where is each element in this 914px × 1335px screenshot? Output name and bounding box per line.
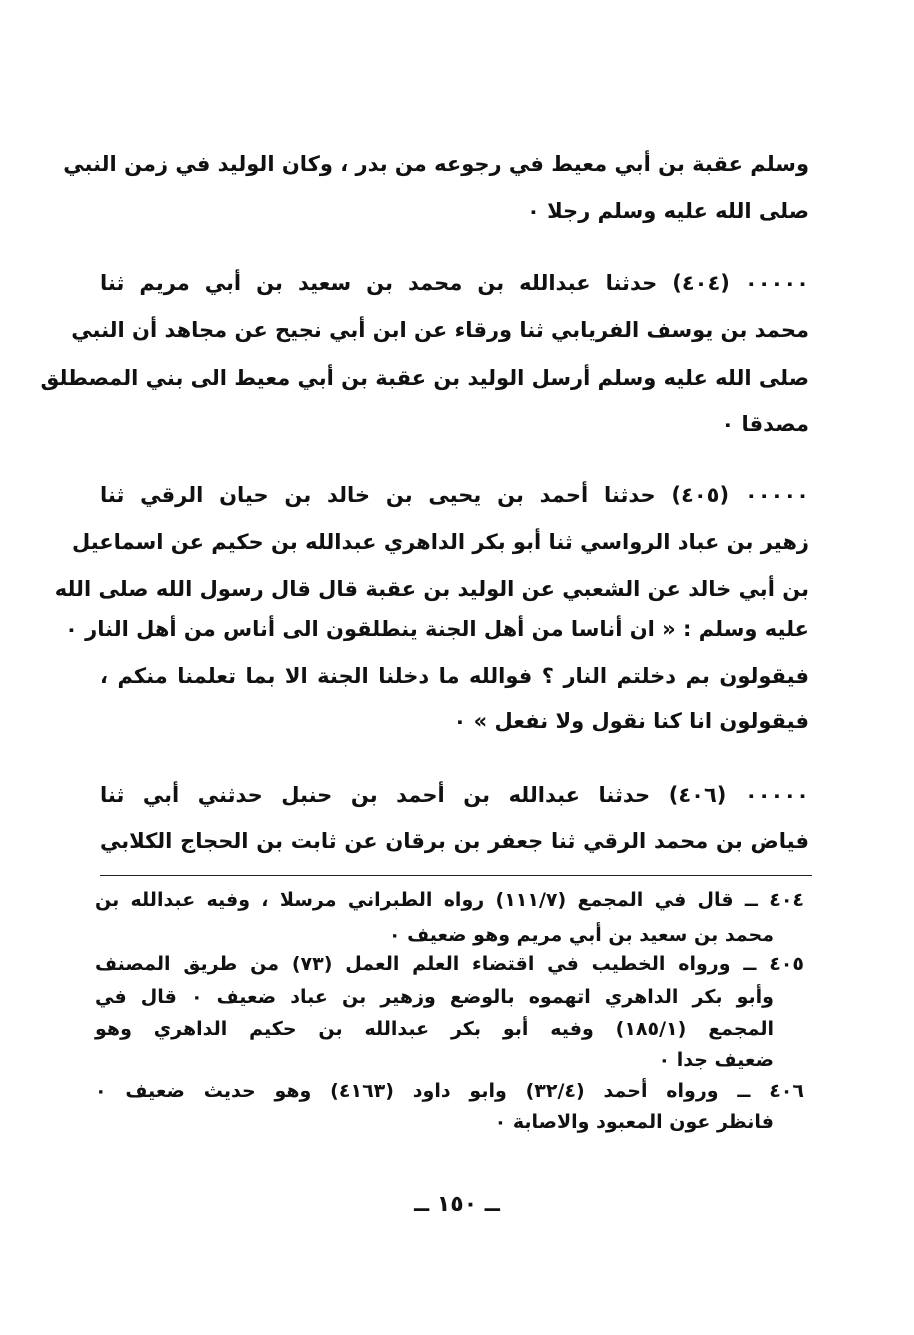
- footnote-line: ٤٠٦ ــ ورواه أحمد (٣٢/٤) وابو داود (٤١٦٣) وهو حديث ضعيف ٠: [95, 1080, 804, 1102]
- body-line: ٠٠٠٠٠ (٤٠٤) حدثنا عبدالله بن محمد بن سعيد بن أبي مريم ثنا: [100, 271, 809, 295]
- footnote-line: فانظر عون المعبود والاصابة ٠: [494, 1111, 774, 1133]
- body-line: محمد بن يوسف الفريابي ثنا ورقاء عن ابن أبي نجيح عن مجاهد أن النبي: [71, 318, 809, 342]
- body-line: مصدقا ٠: [721, 412, 809, 436]
- body-line: عليه وسلم : « ان أناسا من أهل الجنة ينطلقون الى أناس من أهل النار ٠: [65, 617, 809, 641]
- body-line: صلى الله عليه وسلم رجلا ٠: [526, 199, 809, 223]
- footnote-line: المجمع (١٨٥/١) وفيه أبو بكر عبدالله بن حكيم الداهري وهو: [95, 1018, 774, 1040]
- footnote-line: ٤٠٤ ــ قال في المجمع (١١١/٧) رواه الطبراني مرسلا ، وفيه عبدالله بن: [95, 889, 805, 911]
- body-line: فياض بن محمد الرقي ثنا جعفر بن برقان عن ثابت بن الحجاج الكلابي: [100, 829, 809, 853]
- body-line: صلى الله عليه وسلم أرسل الوليد بن عقبة بن أبي معيط الى بني المصطلق: [40, 366, 809, 390]
- body-line: وسلم عقبة بن أبي معيط في رجوعه من بدر ، وكان الوليد في زمن النبي: [63, 152, 809, 176]
- footnote-divider: [100, 875, 812, 876]
- body-line: ٠٠٠٠٠ (٤٠٦) حدثنا عبدالله بن أحمد بن حنبل حدثني أبي ثنا: [100, 783, 809, 807]
- body-line: زهير بن عباد الرواسي ثنا أبو بكر الداهري عبدالله بن حكيم عن اسماعيل: [71, 530, 809, 554]
- footnote-line: ضعيف جدا ٠: [658, 1049, 774, 1071]
- body-line: فيقولون بم دخلتم النار ؟ فوالله ما دخلنا الجنة الا بما تعلمنا منكم ،: [100, 664, 809, 688]
- footnote-line: محمد بن سعيد بن أبي مريم وهو ضعيف ٠: [388, 924, 774, 946]
- body-line: ٠٠٠٠٠ (٤٠٥) حدثنا أحمد بن يحيى بن خالد بن حيان الرقي ثنا: [100, 483, 809, 507]
- footnote-line: وأبو بكر الداهري اتهموه بالوضع وزهير بن عباد ضعيف ٠ قال في: [95, 986, 774, 1008]
- page-number: ــ ١٥٠ ــ: [414, 1192, 500, 1217]
- body-line: فيقولون انا كنا نقول ولا نفعل » ٠: [453, 709, 809, 733]
- footnote-line: ٤٠٥ ــ ورواه الخطيب في اقتضاء العلم العمل (٧٣) من طريق المصنف: [95, 953, 804, 975]
- body-line: بن أبي خالد عن الشعبي عن الوليد بن عقبة قال قال رسول الله صلى الله: [54, 577, 809, 601]
